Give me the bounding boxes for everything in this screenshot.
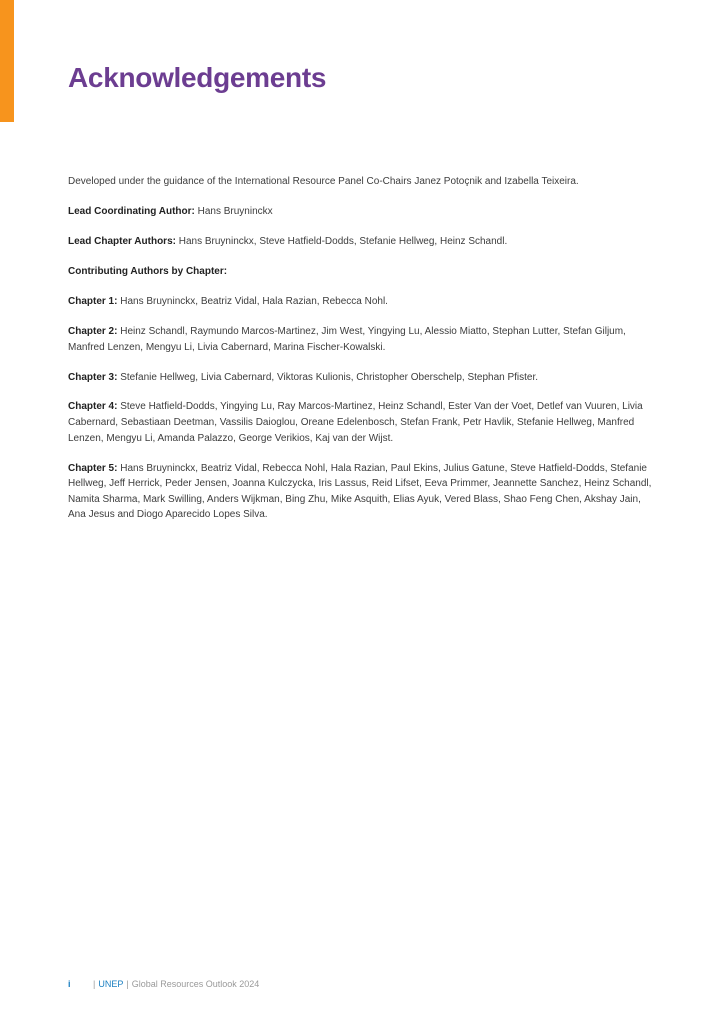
lead-chapter-label: Lead Chapter Authors: — [68, 235, 176, 247]
acknowledgements-body — [68, 174, 658, 537]
chapter-names: Steve Hatfield-Dodds, Yingying Lu, Ray Marcos-Martinez, Heinz Schandl, Ester Van der Voet, Detlef van Vuuren, Livia Cabernard, Sebastiaan Deetman, Vassilis Daioglou, Oreane Edelenbosch, Stefan Frank, Petr Havlik, Stefanie Hellweg, Manfred Lenzen, Mengyu Li, Amanda Palazzo, George Verikios, Kaj van der Wijst. — [68, 401, 643, 444]
lead-chapter-authors — [68, 234, 658, 250]
chapter-names: Heinz Schandl, Raymundo Marcos-Martinez, Jim West, Yingying Lu, Alessio Miatto, Stephan Lutter, Stefan Giljum, Manfred Lenzen, Mengyu Li, Livia Cabernard, Marina Fischer-Kowalski. — [68, 325, 626, 353]
chapter-5-authors — [68, 461, 658, 523]
orange-accent-bar — [0, 0, 14, 122]
page-footer — [68, 979, 259, 989]
lead-coordinating-author — [68, 204, 658, 220]
chapter-label: Chapter 1: — [68, 295, 118, 307]
footer-org-link[interactable]: UNEP — [98, 979, 124, 989]
footer-separator: | — [93, 979, 96, 989]
chapter-label: Chapter 5: — [68, 462, 118, 474]
chapter-label: Chapter 3: — [68, 371, 118, 383]
chapter-names: Hans Bruyninckx, Beatriz Vidal, Hala Razian, Rebecca Nohl. — [117, 295, 388, 307]
chapter-names: Stefanie Hellweg, Livia Cabernard, Viktoras Kulionis, Christopher Oberschelp, Stephan Pfister. — [117, 371, 539, 383]
lead-coordinating-label: Lead Coordinating Author: — [68, 205, 195, 217]
page-title: Acknowledgements — [68, 62, 327, 93]
lead-coordinating-names: Hans Bruyninckx — [194, 205, 273, 217]
chapter-1-authors — [68, 294, 658, 310]
footer-publication: Global Resources Outlook 2024 — [131, 979, 260, 989]
contributing-label: Contributing Authors by Chapter: — [68, 265, 228, 277]
intro-paragraph: Developed under the guidance of the International Resource Panel Co-Chairs Janez Potoçnik and Izabella Teixeira. — [68, 176, 579, 187]
lead-chapter-names: Hans Bruyninckx, Steve Hatfield-Dodds, Stefanie Hellweg, Heinz Schandl. — [175, 235, 508, 247]
contributing-authors-heading — [68, 264, 658, 280]
chapter-2-authors — [68, 324, 658, 355]
page-number: i — [68, 979, 71, 989]
footer-separator: | — [126, 979, 129, 989]
chapter-label: Chapter 2: — [68, 325, 118, 337]
chapter-4-authors — [68, 399, 658, 446]
chapter-label: Chapter 4: — [68, 401, 118, 413]
chapter-names: Hans Bruyninckx, Beatriz Vidal, Rebecca Nohl, Hala Razian, Paul Ekins, Julius Gatune, Steve Hatfield-Dodds, Stefanie Hellweg, Jeff Herrick, Peder Jensen, Joanna Kulczycka, Iris Lassus, Reid Lifset, Eeva Primmer, Jeannette Sanchez, Heinz Schandl, Namita Sharma, Mark Swilling, Anders Wijkman, Bing Zhu, Mike Asquith, Elias Ayuk, Vered Blass, Shao Feng Chen, Akshay Jain, Ana Jesus and Diogo Aparecido Lopes Silva. — [68, 462, 652, 521]
chapter-3-authors — [68, 370, 658, 386]
